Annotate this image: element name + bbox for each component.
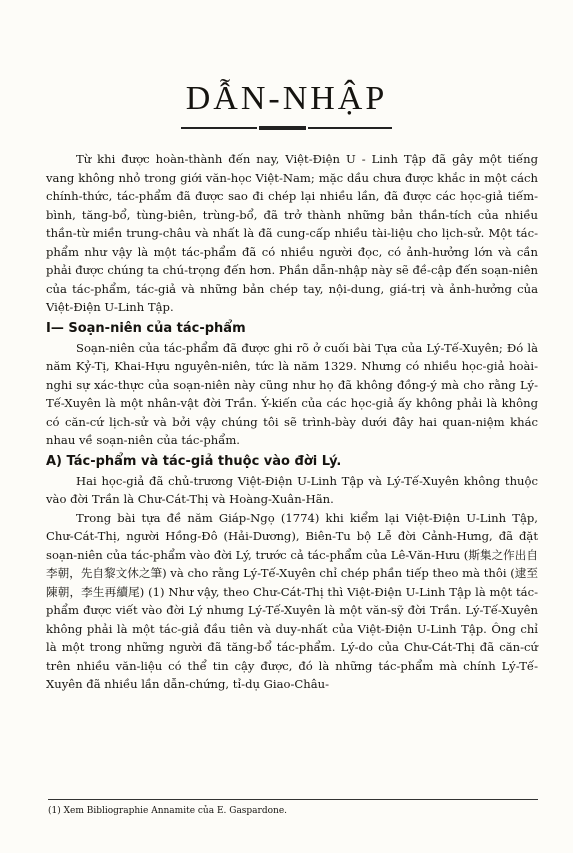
body-text — [46, 150, 538, 694]
intro-paragraph: Từ khi được hoàn-thành đến nay, Việt-Điện U - Linh Tập đã gây một tiếng vang không nhỏ trong giới văn-học Việt-Nam; mặc dầu chưa được khắc in một cách chính-thức, tác-phẩm đã được sao đi chép lại nhiều lần, đã được các học-giả tiếm-bình, tăng-bổ, tùng-biên, trùng-bổ, đã trở thành những bản thần-tích của nhiều thần-từ miền trung-châu và nhất là đã cung-cấp nhiều tài-liệu cho lịch-sử. Một tác-phẩm như vậy là một tác-phẩm đã có nhiều người đọc, có ảnh-hưởng lớn và cần phải được chúng ta chú-trọng đến hơn. Phần dẫn-nhập này sẽ đề-cập đến soạn-niên của tác-phẩm, tác-giả và những bản chép tay, nội-dung, giá-trị và ảnh-hưởng của Việt-Điện U-Linh Tập. — [46, 152, 538, 314]
section-a-paragraph-1: Hai học-giả đã chủ-trương Việt-Điện U-Linh Tập và Lý-Tế-Xuyên không thuộc vào đời Trần là Chư-Cát-Thị và Hoàng-Xuân-Hãn. — [46, 473, 538, 506]
footnote: (1) Xem Bibliographie Annamite của E. Gaspardone. — [48, 799, 538, 817]
section-1-paragraph: Soạn-niên của tác-phẩm đã được ghi rõ ở cuối bài Tựa của Lý-Tế-Xuyên; Đó là năm Kỷ-Tị, Khai-Hựu nguyên-niên, tức là năm 1329. Nhưng có nhiều học-giả hoài-nghi sự xác-thực của soạn-niên này cũng như họ đã không đồng-ý mà cho rằng Lý-Tế-Xuyên là một nhân-vật đời Trần. Ý-kiến của các học-giả ấy không phải là không có căn-cứ lịch-sử và bởi vậy chúng tôi sẽ trình-bày dưới đây hai quan-niệm khác nhau về soạn-niên của tác-phẩm. — [46, 340, 538, 447]
section-heading-1: I— Soạn-niên của tác-phẩm — [46, 320, 246, 336]
title-rule-left — [181, 127, 257, 129]
title-rule-center — [259, 126, 306, 130]
section-a-paragraph-2: Trong bài tựa đề năm Giáp-Ngọ (1774) khi kiểm lại Việt-Điện U-Linh Tập, Chư-Cát-Thị, người Hồng-Đô (Hải-Dương), Biên-Tu bộ Lễ đời Cảnh-Hưng, đã đặt soạn-niên của tác-phẩm vào đời Lý, trước cả tác-phẩm của Lê-Văn-Hưu (斯集之作出自李朝，先自黎文休之筆) và cho rằng Lý-Tế-Xuyên chỉ chép phần tiếp theo mà thôi (逮至陳朝，李生再續尾) (1) Như vậy, theo Chư-Cát-Thị thì Việt-Điện U-Linh Tập là một tác-phẩm được viết vào đời Lý nhưng Lý-Tế-Xuyên là một văn-sỹ đời Trần. Lý-Tế-Xuyên không phải là một tác-giả đầu tiên và duy-nhất của Việt-Điện U-Linh Tập. Ông chỉ là một trong những người đã tăng-bổ tác-phẩm. Lý-do của Chư-Cát-Thị đã căn-cứ trên nhiều văn-liệu có thể tin cậy được, đó là những tác-phẩm mà chính Lý-Tế-Xuyên đã nhiều lần dẫn-chứng, tỉ-dụ Giao-Châu- — [46, 510, 538, 691]
section-heading-a: A) Tác-phẩm và tác-giả thuộc vào đời Lý. — [46, 453, 342, 469]
title-rule-right — [308, 127, 392, 129]
page-title: DẪN-NHẬP — [185, 80, 388, 117]
